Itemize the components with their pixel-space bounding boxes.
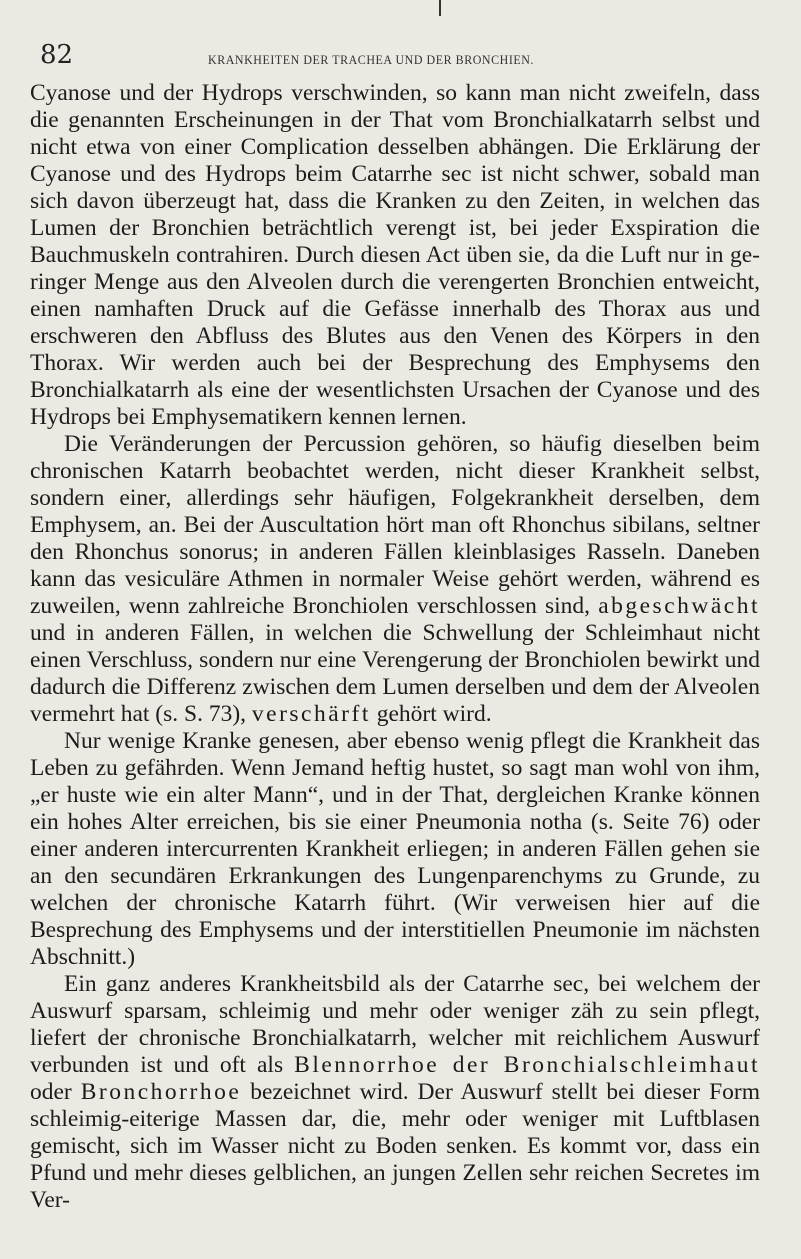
text-run: Ein ganz anderes Krankheitsbild als der Catarrhe sec, bei welchem der Auswurf sparsam, schleimig und mehr oder weniger zäh zu sein pflegt, liefert der chronische Bronchialkatarrh, welcher mit reichlichem Auswurf verbunden ist und oft als [30, 971, 760, 1078]
body-text [30, 80, 760, 1214]
text-run: gehört wird. [370, 701, 492, 727]
top-edge-mark [439, 0, 441, 16]
page-number: 82 [40, 40, 74, 70]
text-run: Die Veränderungen der Percussion gehören, so häufig dieselben beim chronischen Katarrh beobachtet werden, nicht dieser Krankheit selbst, sondern einer, allerdings sehr häufigen, Folgekrankheit derselben, dem Emphysem, an. Bei der Auscultation hört man oft Rhonchus sibilans, seltner den Rhonchus sonorus; in anderen Fällen kleinblasiges Rasseln. Daneben kann das vesiculäre Athmen in normaler Weise gehört werden, während es zuweilen, wenn zahlreiche Bronchiolen verschlossen sind, [30, 431, 760, 619]
paragraph [30, 431, 760, 728]
text-run: und in anderen Fällen, in welchen die Schwellung der Schleimhaut nicht einen Verschluss, sondern nur eine Verengerung der Bronchiolen bewirkt und dadurch die Differenz zwischen dem Lumen derselben und dem der Alveolen vermehrt hat (s. S. 73), [30, 620, 760, 727]
text-run: oder [30, 1079, 81, 1105]
spaced-emphasis: abgeschwächt [598, 593, 760, 619]
text-run: bezeichnet wird. Der Auswurf stellt bei dieser Form schleimig-eiterige Massen dar, die, mehr oder weniger mit Luftblasen gemischt, sich im Wasser nicht zu Boden senken. Es kommt vor, dass ein Pfund und mehr dieses gelblichen, an jungen Zellen sehr reichen Secretes im Ver- [30, 1079, 760, 1213]
paragraph [30, 80, 760, 431]
paragraph [30, 971, 760, 1214]
spaced-emphasis: Bronchorrhoe [80, 1079, 242, 1105]
running-head: KRANKHEITEN DER TRACHEA UND DER BRONCHIEN. [208, 52, 534, 67]
paragraph [30, 728, 760, 971]
spaced-emphasis: Blennorrhoe der Bronchialschleimhaut [294, 1052, 760, 1078]
text-run: Cyanose und der Hydrops verschwinden, so kann man nicht zweifeln, dass die genannten Erscheinungen in der That vom Bronchialkatarrh selbst und nicht etwa von einer Complication desselben abhängen. Die Erklärung der Cyanose und des Hydrops beim Catarrhe sec ist nicht schwer, sobald man sich davon überzeugt hat, dass die Kranken zu den Zeiten, in welchen das Lumen der Bronchien beträchtlich verengt ist, bei jeder Exspiration die Bauchmuskeln contrahiren. Durch diesen Act üben sie, da die Luft nur in geringer Menge aus den Alveolen durch die verengerten Bronchien entweicht, einen namhaften Druck auf die Gefässe innerhalb des Thorax aus und erschweren den Abfluss des Blutes aus den Venen des Körpers in den Thorax. Wir werden auch bei der Besprechung des Emphysems den Bronchialkatarrh als eine der wesentlichsten Ursachen der Cyanose und des Hydrops bei Emphysematikern kennen lernen. [30, 80, 760, 430]
spaced-emphasis: verschärft [251, 701, 371, 727]
text-run: Nur wenige Kranke genesen, aber ebenso wenig pflegt die Krankheit das Leben zu gefährden. Wenn Jemand heftig hustet, so sagt man wohl von ihm, „er huste wie ein alter Mann“, und in der That, dergleichen Kranke können ein hohes Alter erreichen, bis sie einer Pneumonia notha (s. Seite 76) oder einer anderen intercurrenten Krankheit erliegen; in anderen Fällen gehen sie an den secundären Erkrankungen des Lungenparenchyms zu Grunde, zu welchen der chronische Katarrh führt. (Wir verweisen hier auf die Besprechung des Emphysems und der interstitiellen Pneumonie im nächsten Abschnitt.) [30, 728, 760, 970]
